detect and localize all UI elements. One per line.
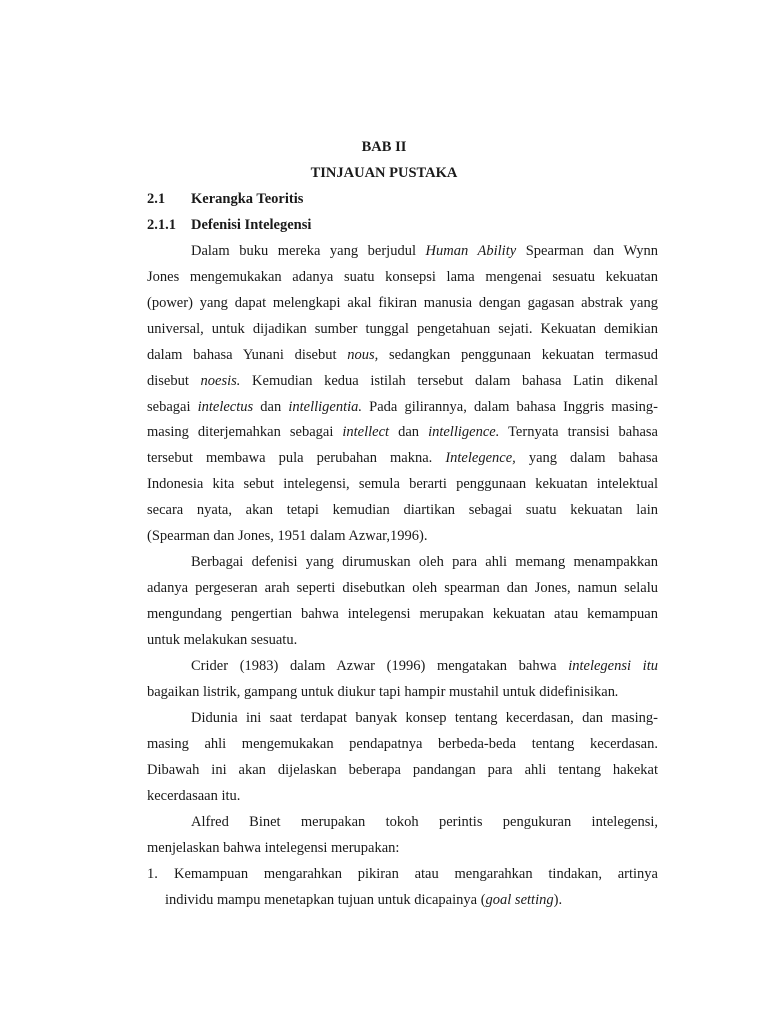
text-line: dalam bahasa Yunani disebut nous, sedangkan penggunaan kekuatan termasud xyxy=(147,347,658,363)
text-line: Kemampuan mengarahkan pikiran atau mengarahkan tindakan, artinya xyxy=(174,866,658,882)
text-line: Berbagai defenisi yang dirumuskan oleh para ahli memang menampakkan xyxy=(191,554,658,570)
text-line: universal, untuk dijadikan sumber tunggal pengetahuan sejati. Kekuatan demikian xyxy=(147,321,658,337)
text-line: disebut noesis. Kemudian kedua istilah tersebut dalam bahasa Latin dikenal xyxy=(147,373,658,389)
section-title: Kerangka Teoritis xyxy=(191,191,304,207)
text-line: Dibawah ini akan dijelaskan beberapa pandangan para ahli tentang hakekat xyxy=(147,762,658,778)
text-line: (power) yang dapat melengkapi akal fikiran manusia dengan gagasan abstrak yang xyxy=(147,295,658,311)
text-line: menjelaskan bahwa intelegensi merupakan: xyxy=(147,840,400,856)
text-line: Indonesia kita sebut intelegensi, semula berarti penggunaan kekuatan intelektual xyxy=(147,476,658,492)
text-line: Didunia ini saat terdapat banyak konsep tentang kecerdasan, dan masing- xyxy=(191,710,658,726)
text-line: kecerdasaan itu. xyxy=(147,788,241,804)
text-line: Crider (1983) dalam Azwar (1996) mengatakan bahwa intelegensi itu xyxy=(191,658,658,674)
italic-term: noesis. xyxy=(200,373,241,389)
text-line: Jones mengemukakan adanya suatu konsepsi lama mengenai sesuatu kekuatan xyxy=(147,269,658,285)
text-line: tersebut membawa pula perubahan makna. Intelegence, yang dalam bahasa xyxy=(147,450,658,466)
section-number: 2.1 xyxy=(147,191,166,207)
list-item-number: 1. xyxy=(147,866,158,882)
italic-term: Intelegence, xyxy=(445,450,516,466)
chapter-title: TINJAUAN PUSTAKA xyxy=(310,165,458,181)
italic-term: intelligentia. xyxy=(288,399,363,415)
text-line: Alfred Binet merupakan tokoh perintis pengukuran intelegensi, xyxy=(191,814,658,830)
italic-term: nous, xyxy=(347,347,379,363)
text-line: mengundang pengertian bahwa intelegensi merupakan kekuatan atau kemampuan xyxy=(147,606,658,622)
text-line: individu mampu menetapkan tujuan untuk dicapainya (goal setting). xyxy=(165,892,563,908)
text-line: masing diterjemahkan sebagai intellect dan intelligence. Ternyata transisi bahasa xyxy=(147,424,658,440)
text-line: untuk melakukan sesuatu. xyxy=(147,632,298,648)
text-line: bagaikan listrik, gampang untuk diukur tapi hampir mustahil untuk didefinisikan. xyxy=(147,684,619,700)
italic-term: . xyxy=(614,684,619,700)
italic-term: intellect xyxy=(342,424,390,440)
subsection-title: Defenisi Intelegensi xyxy=(191,217,312,233)
italic-term: intelectus xyxy=(197,399,254,415)
italic-term: intelligence. xyxy=(428,424,500,440)
chapter-number: BAB II xyxy=(361,139,407,155)
italic-term: goal setting xyxy=(485,892,554,908)
text-line: secara nyata, akan tetapi kemudian diartikan sebagai suatu kekuatan lain xyxy=(147,502,658,518)
text-line: adanya pergeseran arah seperti disebutkan oleh spearman dan Jones, namun selalu xyxy=(147,580,658,596)
text-line: masing ahli mengemukakan pendapatnya berbeda-beda tentang kecerdasan. xyxy=(147,736,658,752)
text-line: Dalam buku mereka yang berjudul Human Ability Spearman dan Wynn xyxy=(191,243,659,259)
subsection-number: 2.1.1 xyxy=(147,217,176,233)
text-line: (Spearman dan Jones, 1951 dalam Azwar,1996). xyxy=(147,528,428,544)
italic-term: intelegensi itu xyxy=(568,658,658,674)
text-line: sebagai intelectus dan intelligentia. Pada gilirannya, dalam bahasa Inggris masing- xyxy=(147,399,658,415)
italic-term: Human Ability xyxy=(425,243,517,259)
